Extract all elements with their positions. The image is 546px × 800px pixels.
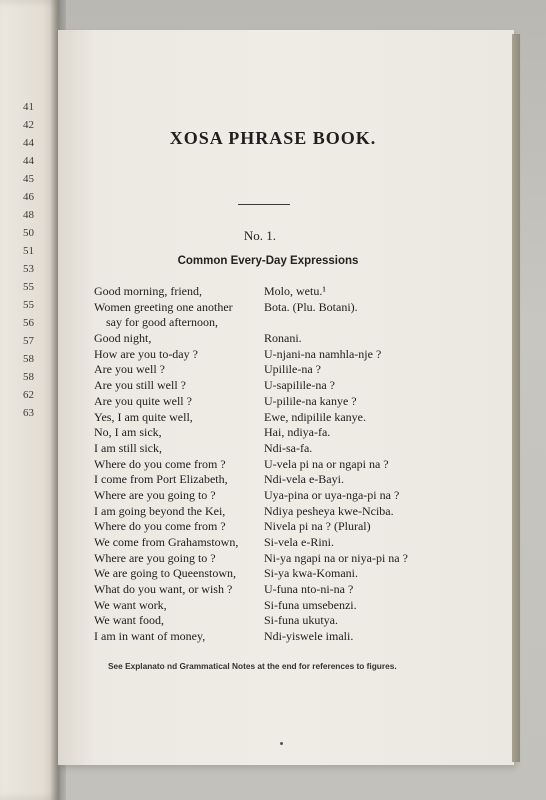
english-phrase: Women greeting one another — [94, 299, 233, 314]
phrase-row — [94, 582, 408, 598]
phrase-row — [94, 347, 408, 363]
xosa-phrase: Upilile-na ? — [264, 362, 321, 377]
page-number: 44 — [23, 137, 34, 149]
english-phrase: Are you still well ? — [94, 378, 186, 393]
xosa-phrase: Ni-ya ngapi na or niya-pi na ? — [264, 550, 408, 565]
english-phrase: say for good afternoon, — [106, 315, 218, 330]
phrase-row — [94, 362, 408, 378]
english-phrase: We want work, — [94, 597, 167, 612]
xosa-phrase: Molo, wetu.¹ — [264, 284, 326, 298]
section-heading: Common Every-Day Expressions — [177, 255, 359, 267]
english-phrase: Are you well ? — [94, 362, 165, 377]
page-number: 57 — [23, 335, 34, 347]
page-number: 58 — [23, 353, 34, 365]
page-number: 41 — [23, 101, 34, 113]
xosa-phrase: Si-funa umsebenzi. — [264, 597, 357, 612]
phrase-row — [94, 504, 408, 520]
xosa-phrase: U-pilile-na kanye ? — [264, 393, 357, 408]
english-phrase: I am in want of money, — [94, 629, 206, 644]
page-number: 55 — [23, 281, 34, 293]
xosa-phrase: U-funa nto-ni-na ? — [264, 582, 354, 597]
english-phrase: No, I am sick, — [94, 425, 162, 440]
phrase-row — [94, 394, 408, 410]
page-dot — [280, 742, 283, 745]
page-number: 51 — [23, 245, 34, 257]
english-phrase: I am going beyond the Kei, — [94, 503, 226, 518]
xosa-phrase: U-sapilile-na ? — [264, 378, 335, 393]
page-number: 46 — [23, 191, 34, 203]
english-phrase: What do you want, or wish ? — [94, 582, 233, 597]
xosa-phrase: Ndi-yiswele imali. — [264, 629, 354, 644]
english-phrase: We come from Grahamstown, — [94, 535, 239, 549]
page-number: 63 — [23, 407, 34, 419]
phrase-row — [94, 457, 408, 473]
phrase-row — [94, 551, 408, 567]
xosa-phrase: Ronani. — [264, 331, 302, 346]
xosa-phrase: Bota. (Plu. Botani). — [264, 299, 358, 314]
phrase-row — [94, 613, 408, 629]
phrase-row — [94, 598, 408, 614]
page-number: 44 — [23, 155, 34, 167]
phrase-row — [94, 425, 408, 441]
english-phrase: We are going to Queenstown, — [94, 566, 236, 581]
phrase-row — [94, 284, 408, 300]
english-phrase: Where are you going to ? — [94, 550, 216, 565]
phrase-row — [94, 410, 408, 426]
xosa-phrase: Nivela pi na ? (Plural) — [264, 519, 371, 534]
xosa-phrase: U-vela pi na or ngapi na ? — [264, 456, 389, 471]
english-phrase: Good night, — [94, 331, 152, 346]
english-phrase: Are you quite well ? — [94, 393, 192, 408]
phrase-row — [94, 472, 408, 488]
xosa-phrase: Si-funa ukutya. — [264, 613, 338, 628]
phrase-row — [94, 300, 408, 316]
xosa-phrase: Uya-pina or uya-nga-pi na ? — [264, 487, 400, 502]
phrase-row — [94, 331, 408, 347]
english-phrase: Where do you come from ? — [94, 519, 226, 534]
page-number: 48 — [23, 209, 34, 221]
page-number: 55 — [23, 299, 34, 311]
page-number: 62 — [23, 389, 34, 401]
phrase-row — [94, 378, 408, 394]
xosa-phrase: Ndi-sa-fa. — [264, 440, 313, 455]
xosa-phrase: Ndiya pesheya kwe-Nciba. — [264, 503, 394, 518]
page-number: 42 — [23, 119, 34, 131]
phrase-row — [94, 535, 408, 551]
xosa-phrase: Ewe, ndipilile kanye. — [264, 409, 366, 424]
xosa-phrase: Hai, ndiya-fa. — [264, 425, 331, 440]
english-phrase: We want food, — [94, 613, 165, 628]
english-phrase: How are you to-day ? — [94, 346, 198, 361]
footnote: See Explanato nd Grammatical Notes at the end for references to figures. — [108, 661, 397, 671]
english-phrase: I am still sick, — [94, 440, 162, 455]
phrase-row — [94, 566, 408, 582]
english-phrase: Where are you going to ? — [94, 487, 216, 502]
xosa-phrase: Si-ya kwa-Komani. — [264, 566, 358, 581]
page-number: 56 — [23, 317, 34, 329]
divider-rule — [238, 204, 290, 205]
english-phrase: Good morning, friend, — [94, 284, 202, 298]
phrase-row — [94, 315, 408, 331]
phrase-row — [94, 519, 408, 535]
page-number: 50 — [23, 227, 34, 239]
english-phrase: I come from Port Elizabeth, — [94, 472, 228, 487]
book-title: XOSA PHRASE BOOK. — [169, 128, 377, 148]
english-phrase: Where do you come from ? — [94, 456, 226, 471]
phrase-row — [94, 488, 408, 504]
phrase-row — [94, 441, 408, 457]
page-number: 45 — [23, 173, 34, 185]
xosa-phrase: Si-vela e-Rini. — [264, 535, 334, 549]
page-number: 53 — [23, 263, 34, 275]
xosa-phrase: Ndi-vela e-Bayi. — [264, 472, 344, 487]
phrase-row — [94, 629, 408, 645]
page-number: 58 — [23, 371, 34, 383]
xosa-phrase: U-njani-na namhla-nje ? — [264, 346, 382, 361]
section-number: No. 1. — [243, 228, 277, 243]
english-phrase: Yes, I am quite well, — [94, 409, 193, 424]
phrase-list — [94, 284, 408, 645]
